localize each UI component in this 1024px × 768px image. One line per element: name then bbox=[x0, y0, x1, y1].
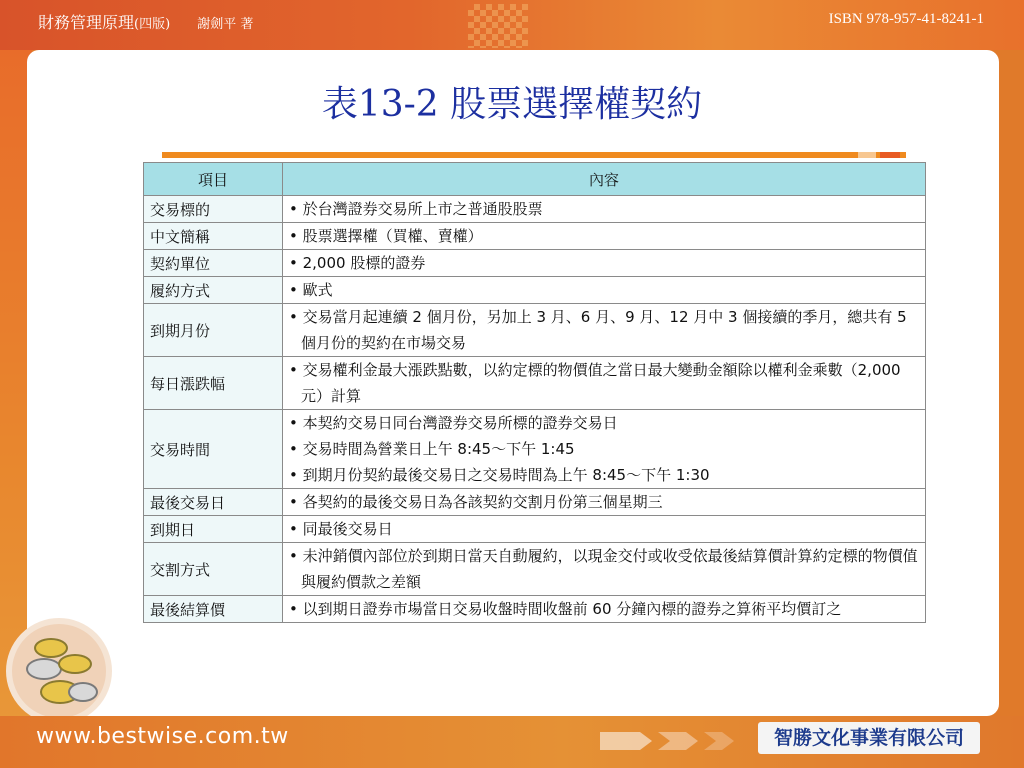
table-row bbox=[144, 357, 926, 410]
coin-icon bbox=[68, 682, 98, 702]
contract-table bbox=[143, 162, 926, 623]
content-bullet: • 未沖銷價內部位於到期日當天自動履約，以現金交付或收受依最後結算價計算約定標的物價值與履約價款之差額 bbox=[289, 543, 919, 595]
table-row bbox=[144, 410, 926, 489]
book-edition: (四版) bbox=[134, 17, 171, 32]
row-content bbox=[283, 543, 926, 596]
row-item-label: 到期日 bbox=[144, 516, 283, 543]
isbn: ISBN 978-957-41-8241-1 bbox=[828, 11, 984, 27]
row-content bbox=[283, 516, 926, 543]
row-content bbox=[283, 223, 926, 250]
row-item-label: 交易標的 bbox=[144, 196, 283, 223]
underline-accent-dark bbox=[880, 152, 900, 158]
table-row bbox=[144, 223, 926, 250]
table-row bbox=[144, 516, 926, 543]
table-row bbox=[144, 250, 926, 277]
table-row bbox=[144, 196, 926, 223]
slide-title: 表13-2 股票選擇權契約 bbox=[321, 84, 703, 125]
content-bullet: • 以到期日證券市場當日交易收盤時間收盤前 60 分鐘內標的證券之算術平均價訂之 bbox=[289, 596, 919, 622]
content-bullet: • 各契約的最後交易日為各該契約交割月份第三個星期三 bbox=[289, 489, 919, 515]
row-content bbox=[283, 250, 926, 277]
coin-icon bbox=[34, 638, 68, 658]
content-bullet: • 交易當月起連續 2 個月份，另加上 3 月、6 月、9 月、12 月中 3 個接續的季月，總共有 5 個月份的契約在市場交易 bbox=[289, 304, 919, 356]
table-header-row bbox=[144, 163, 926, 196]
row-item-label: 最後交易日 bbox=[144, 489, 283, 516]
content-bullet: • 於台灣證券交易所上市之普通股股票 bbox=[289, 196, 919, 222]
book-title: 財務管理原理 bbox=[38, 13, 135, 32]
row-content bbox=[283, 596, 926, 623]
coin-icon bbox=[26, 658, 62, 680]
underline-accent-light bbox=[858, 152, 876, 158]
table-row bbox=[144, 277, 926, 304]
publisher-name: 智勝文化事業有限公司 bbox=[758, 722, 980, 754]
row-content bbox=[283, 489, 926, 516]
row-item-label: 到期月份 bbox=[144, 304, 283, 357]
title-underline bbox=[162, 152, 906, 158]
column-header-content: 內容 bbox=[283, 163, 926, 196]
row-content bbox=[283, 277, 926, 304]
coin-icon bbox=[58, 654, 92, 674]
content-bullet: • 同最後交易日 bbox=[289, 516, 919, 542]
row-content bbox=[283, 196, 926, 223]
content-bullet: • 2,000 股標的證券 bbox=[289, 250, 919, 276]
row-item-label: 交割方式 bbox=[144, 543, 283, 596]
row-item-label: 每日漲跌幅 bbox=[144, 357, 283, 410]
table-body bbox=[144, 196, 926, 623]
row-item-label: 中文簡稱 bbox=[144, 223, 283, 250]
content-bullet: • 到期月份契約最後交易日之交易時間為上午 8:45～下午 1:30 bbox=[289, 462, 919, 488]
coins-illustration bbox=[6, 618, 112, 724]
table-row bbox=[144, 543, 926, 596]
row-content bbox=[283, 357, 926, 410]
row-item-label: 契約單位 bbox=[144, 250, 283, 277]
content-bullet: • 本契約交易日同台灣證券交易所標的證券交易日 bbox=[289, 410, 919, 436]
header-checker-decoration bbox=[468, 4, 528, 48]
website-url: www.bestwise.com.tw bbox=[36, 724, 289, 749]
column-header-item: 項目 bbox=[144, 163, 283, 196]
content-bullet: • 交易時間為營業日上午 8:45～下午 1:45 bbox=[289, 436, 919, 462]
book-title-line bbox=[38, 10, 253, 33]
row-content bbox=[283, 410, 926, 489]
arrow-decoration-icon bbox=[600, 724, 740, 758]
row-item-label: 履約方式 bbox=[144, 277, 283, 304]
row-item-label: 交易時間 bbox=[144, 410, 283, 489]
table-row bbox=[144, 304, 926, 357]
table-row bbox=[144, 596, 926, 623]
row-item-label: 最後結算價 bbox=[144, 596, 283, 623]
content-bullet: • 交易權利金最大漲跌點數，以約定標的物價值之當日最大變動金額除以權利金乘數（2,000 元）計算 bbox=[289, 357, 919, 409]
content-bullet: • 歐式 bbox=[289, 277, 919, 303]
content-bullet: • 股票選擇權（買權、賣權） bbox=[289, 223, 919, 249]
table-row bbox=[144, 489, 926, 516]
row-content bbox=[283, 304, 926, 357]
book-author: 謝劍平 著 bbox=[197, 17, 254, 32]
